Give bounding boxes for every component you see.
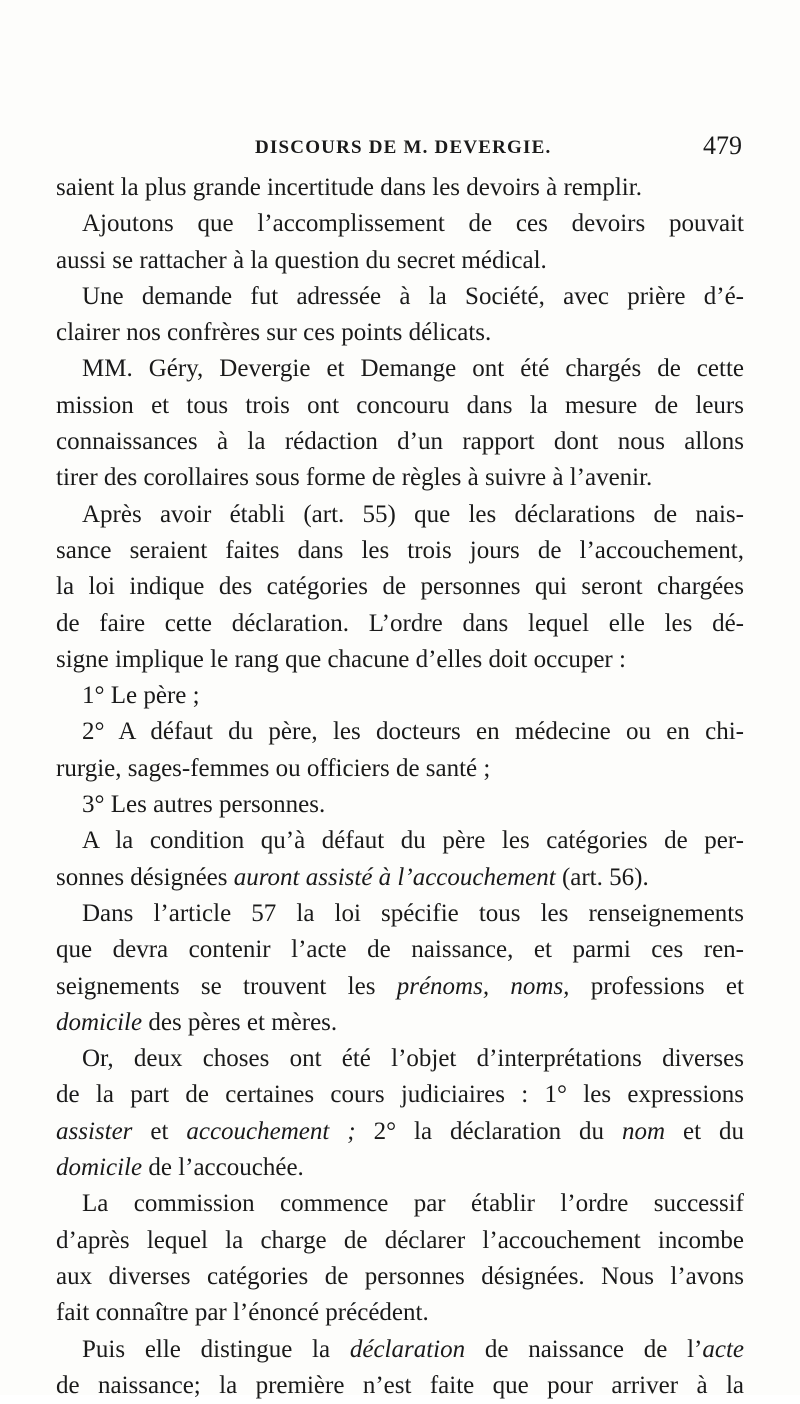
italic-text-segment: domicile (56, 1154, 143, 1182)
text-line (56, 1295, 744, 1331)
text-line (56, 1150, 744, 1186)
text-line (56, 714, 744, 750)
text-line (56, 206, 744, 242)
text-line (56, 388, 744, 424)
text-line (56, 969, 744, 1005)
text-segment: aussi se rattacher à la question du secret médical. (56, 246, 547, 274)
running-head (0, 131, 800, 171)
page-number: 479 (703, 131, 742, 160)
text-segment: d’après lequel la charge de déclarer l’accouchement incombe (56, 1226, 744, 1254)
text-line (56, 424, 744, 460)
text-segment: des pères et mères. (142, 1008, 338, 1036)
text-segment: (art. 56). (555, 863, 649, 891)
text-line (56, 1077, 744, 1113)
text-line (56, 460, 744, 496)
text-segment: et (132, 1117, 187, 1145)
text-segment: Or, deux choses ont été l’objet d’interprétations diverses (82, 1045, 744, 1073)
text-segment: MM. Géry, Devergie et Demange ont été chargés de cette (82, 355, 744, 383)
text-segment: saient la plus grande incertitude dans les devoirs à remplir. (56, 174, 642, 201)
text-line (56, 678, 744, 714)
text-line (56, 751, 744, 787)
text-segment: tirer des corollaires sous forme de règles à suivre à l’avenir. (56, 464, 653, 492)
text-segment: Après avoir établi (art. 55) que les déclarations de nais- (82, 500, 744, 528)
text-segment: mission et tous trois ont concouru dans la mesure de leurs (56, 391, 744, 419)
text-segment: sonnes désignées (56, 863, 234, 891)
text-line (56, 932, 744, 968)
text-line (56, 896, 744, 932)
text-segment: rurgie, sages-femmes ou officiers de santé ; (56, 754, 491, 782)
text-segment: signe implique le rang que chacune d’elles doit occuper : (56, 645, 626, 673)
text-line (56, 1041, 744, 1077)
italic-text-segment: accouchement ; (186, 1117, 356, 1145)
text-line (56, 823, 744, 859)
text-segment: Ajoutons que l’accomplissement de ces devoirs pouvait (82, 210, 744, 238)
text-line (56, 1332, 744, 1368)
text-line (56, 243, 744, 279)
text-line (56, 1005, 744, 1041)
text-segment: la loi indique des catégories de personnes qui seront chargées (56, 573, 744, 601)
text-line (56, 315, 744, 351)
italic-text-segment: domicile (56, 1008, 143, 1036)
italic-text-segment: auront assisté à l’accouchement (233, 863, 556, 891)
text-line (56, 1223, 744, 1259)
text-segment: de naissance de l’ (465, 1335, 703, 1363)
text-segment: 3° Les autres personnes. (82, 791, 326, 819)
text-segment: 2° A défaut du père, les docteurs en médecine ou en chi- (82, 718, 744, 746)
text-segment: et du (665, 1117, 744, 1145)
text-segment: Puis elle distingue la (82, 1335, 350, 1363)
body-text (56, 170, 744, 1404)
italic-text-segment: assister (56, 1117, 133, 1145)
text-segment: de la part de certaines cours judiciaires : 1° les expressions (56, 1081, 744, 1109)
text-segment: de naissance; la première n’est faite que pour arriver à la (56, 1371, 744, 1399)
text-segment: A la condition qu’à défaut du père les catégories de per- (82, 827, 744, 855)
text-line (56, 351, 744, 387)
text-line (56, 606, 744, 642)
text-line (56, 170, 744, 206)
text-segment: de faire cette déclaration. L’ordre dans lequel elle les dé- (56, 609, 744, 637)
italic-text-segment: prénoms, noms, (396, 972, 570, 1000)
text-segment: La commission commence par établir l’ordre successif (82, 1190, 744, 1218)
text-segment: 1° Le père ; (82, 682, 200, 710)
text-segment: Une demande fut adressée à la Société, avec prière d’é- (82, 282, 744, 310)
text-segment: professions et (569, 972, 744, 1000)
text-line (56, 1186, 744, 1222)
text-line (56, 569, 744, 605)
text-line (56, 860, 744, 896)
text-line (56, 1114, 744, 1150)
text-segment: fait connaître par l’énoncé précédent. (56, 1299, 429, 1327)
text-segment: de l’accouchée. (142, 1154, 304, 1182)
text-segment: connaissances à la rédaction d’un rapport dont nous allons (56, 428, 744, 456)
text-segment: aux diverses catégories de personnes désignées. Nous l’avons (56, 1262, 744, 1290)
text-segment: Dans l’article 57 la loi spécifie tous les renseignements (82, 899, 744, 927)
text-segment: clairer nos confrères sur ces points délicats. (56, 319, 492, 347)
text-segment: 2° la déclaration du (355, 1117, 622, 1145)
text-line (56, 1259, 744, 1295)
text-line (56, 1368, 744, 1404)
text-line (56, 787, 744, 823)
text-segment: que devra contenir l’acte de naissance, et parmi ces ren- (56, 936, 744, 964)
text-line (56, 279, 744, 315)
text-line (56, 497, 744, 533)
text-line (56, 642, 744, 678)
italic-text-segment: acte (702, 1335, 744, 1363)
italic-text-segment: nom (621, 1117, 666, 1145)
text-line (56, 533, 744, 569)
text-segment: sance seraient faites dans les trois jours de l’accouchement, (56, 536, 744, 564)
running-head-title: DISCOURS DE M. DEVERGIE. (255, 137, 552, 158)
italic-text-segment: déclaration (349, 1335, 466, 1363)
text-segment: seignements se trouvent les (56, 972, 397, 1000)
